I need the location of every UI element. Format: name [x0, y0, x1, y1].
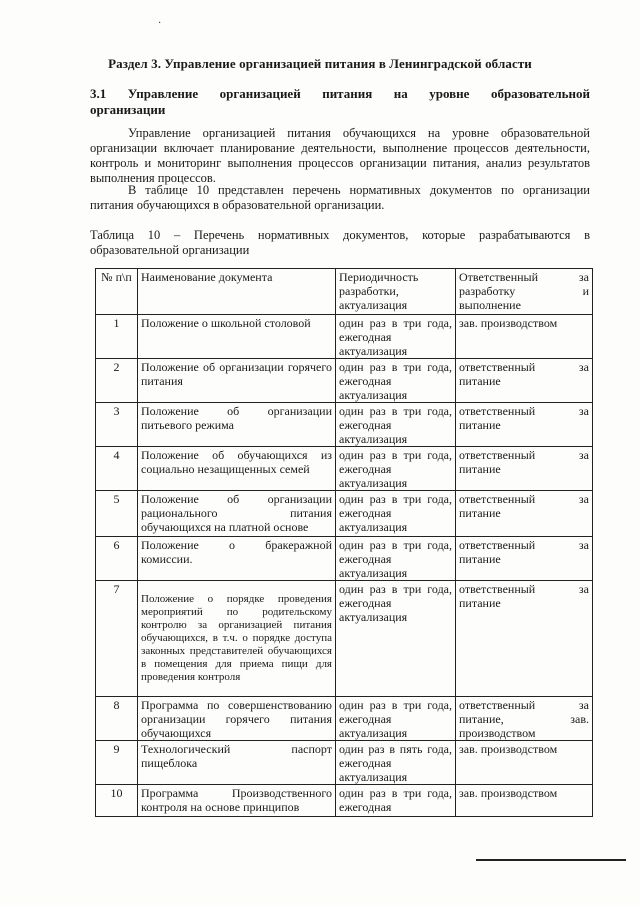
row-name: Положение о школьной столовой: [138, 315, 336, 359]
row-name: Положение об организации горячего питания: [138, 359, 336, 403]
subsection-word: уровне: [429, 86, 470, 101]
table-row: [96, 491, 593, 537]
table-row: [96, 697, 593, 741]
row-name: Положение об обучающихся из социально незащищенных семей: [138, 447, 336, 491]
row-period: один раз в три года, ежегодная: [336, 785, 456, 817]
paragraph-intro: Управление организацией питания обучающихся на уровне образовательной организации включает планирование деятельности, выполнение процессов деятельности, контроль и мониторинг выполнения процессов организации питания, анализ результатов выполнения процессов.: [90, 126, 590, 185]
scan-speck: ·: [158, 18, 162, 29]
header-num: № п\п: [96, 269, 138, 315]
table-row: [96, 537, 593, 581]
row-period: один раз в три года, ежегодная актуализация: [336, 315, 456, 359]
subsection-word: образовательной: [490, 86, 590, 101]
row-period: один раз в три года, ежегодная актуализация: [336, 359, 456, 403]
section-title: Раздел 3. Управление организацией питания в Ленинградской области: [108, 56, 532, 71]
subsection-word: 3.1: [90, 86, 107, 101]
row-period: один раз в три года, ежегодная актуализация: [336, 491, 456, 537]
row-num: 3: [96, 403, 138, 447]
row-period: один раз в три года, ежегодная актуализация: [336, 697, 456, 741]
header-name: Наименование документа: [138, 269, 336, 315]
subsection-heading: [90, 86, 590, 118]
table-row: [96, 403, 593, 447]
row-responsible: ответственный за питание: [456, 359, 593, 403]
table-row: [96, 447, 593, 491]
subsection-line2: организации: [90, 102, 166, 117]
row-num: 1: [96, 315, 138, 359]
subsection-word: организацией: [219, 86, 301, 101]
row-name: Положение об организации рационального питания обучающихся на платной основе: [138, 491, 336, 537]
row-responsible: ответственный за питание: [456, 537, 593, 581]
row-responsible: зав. производством: [456, 315, 593, 359]
table-caption: Таблица 10 – Перечень нормативных документов, которые разрабатываются в образовательной организации: [90, 228, 590, 257]
header-responsible: Ответственный за разработку и выполнение: [456, 269, 593, 315]
table-row: [96, 359, 593, 403]
row-name: Положение об организации питьевого режима: [138, 403, 336, 447]
row-responsible: ответственный за питание, зав. производством: [456, 697, 593, 741]
paragraph-table-ref: В таблице 10 представлен перечень нормативных документов по организации питания обучающихся в образовательной организации.: [90, 183, 590, 212]
subsection-word: на: [393, 86, 408, 101]
row-period: один раз в три года, ежегодная актуализация: [336, 581, 456, 697]
table-row: [96, 581, 593, 697]
row-name: Программа по совершенствованию организации горячего питания обучающихся: [138, 697, 336, 741]
table-header-row: [96, 269, 593, 315]
row-num: 8: [96, 697, 138, 741]
row-name: Положение о бракеражной комиссии.: [138, 537, 336, 581]
documents-table: [95, 268, 593, 817]
row-period: один раз в три года, ежегодная актуализация: [336, 537, 456, 581]
row-name: Положение о порядке проведения мероприятий по родительскому контролю за организацией питания обучающихся, в т.ч. о порядке доступа законных представителей обучающихся в помещения для приема пищи для проведения контроля: [138, 581, 336, 697]
row-responsible: ответственный за питание: [456, 447, 593, 491]
row-num: 10: [96, 785, 138, 817]
row-responsible: зав. производством: [456, 741, 593, 785]
subsection-word: питания: [322, 86, 373, 101]
row-period: один раз в три года, ежегодная актуализация: [336, 403, 456, 447]
footer-rule: [476, 859, 626, 861]
row-period: один раз в пять года, ежегодная актуализация: [336, 741, 456, 785]
row-num: 2: [96, 359, 138, 403]
row-responsible: ответственный за питание: [456, 403, 593, 447]
table-row: [96, 785, 593, 817]
header-period: Периодичность разработки, актуализация: [336, 269, 456, 315]
row-responsible: ответственный за питание: [456, 581, 593, 697]
row-num: 5: [96, 491, 138, 537]
subsection-word: Управление: [127, 86, 199, 101]
row-num: 9: [96, 741, 138, 785]
row-period: один раз в три года, ежегодная актуализация: [336, 447, 456, 491]
row-num: 6: [96, 537, 138, 581]
row-responsible: ответственный за питание: [456, 491, 593, 537]
row-num: 7: [96, 581, 138, 697]
row-num: 4: [96, 447, 138, 491]
row-responsible: зав. производством: [456, 785, 593, 817]
subsection-line1: [90, 86, 590, 102]
row-name: Программа Производственного контроля на основе принципов: [138, 785, 336, 817]
table-row: [96, 741, 593, 785]
table-row: [96, 315, 593, 359]
row-name: Технологический паспорт пищеблока: [138, 741, 336, 785]
